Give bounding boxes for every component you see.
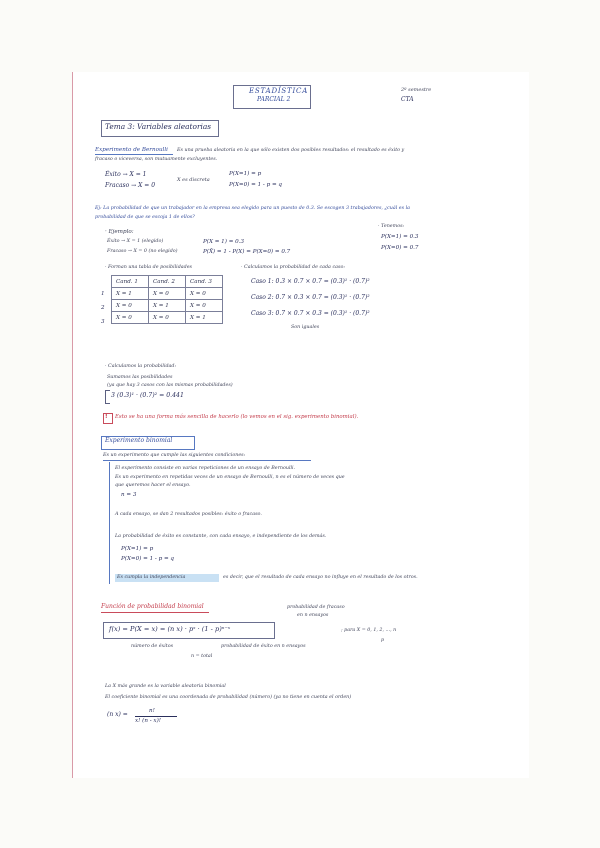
example-question-line2: probabilidad de que se escoja 1 de ellos? <box>95 215 195 220</box>
bernoulli-label: Experimento de Bernoulli <box>95 147 168 153</box>
condition-4-rest: es decir, que el resultado de cada ensayo no influye en el resultado de los otros. <box>223 575 418 580</box>
binomial-rail <box>109 462 110 584</box>
table-header: Cand. 3 <box>186 276 223 288</box>
result-bracket <box>105 390 110 404</box>
ejemplo-p0: P(X̄) = 1 - P(X) = P(X=0) = 0.7 <box>203 249 291 255</box>
tenemos-label: · Tenemos: <box>378 224 405 229</box>
ejemplo-fracaso: Fracaso → X = 0 (no elegido) <box>107 249 178 254</box>
semester-label: 2º semestre <box>401 87 432 93</box>
binomial-intro: Es un experimento que cumple las siguientes condiciones: <box>103 453 246 458</box>
bernoulli-def-line1: Es una prueba aleatoria en la que sólo existen dos posibles resultados: el resultado es éxito y <box>177 148 405 153</box>
warning-icon-mark: ! <box>105 414 108 420</box>
condition-1-n: n = 3 <box>121 492 137 498</box>
funcion-heading: Función de probabilidad binomial <box>101 603 204 610</box>
para-range: ; para X = 0, 1, 2, ..., n <box>341 628 397 633</box>
note-right: probabilidad de éxito en n ensayos <box>221 644 306 649</box>
coef-fraction-bar <box>135 716 177 717</box>
discreta-note: X es discreta <box>177 177 210 183</box>
table-header-row <box>112 276 223 288</box>
table-cell: X = 0 <box>149 312 186 324</box>
sumar-label: Sumamos las posibilidades <box>107 375 173 380</box>
course-label: CTA <box>401 96 414 103</box>
note-top-1: probabilidad de fracaso <box>287 605 345 610</box>
exito-def: Éxito → X = 1 <box>105 171 147 178</box>
table-row <box>112 288 223 300</box>
ejemplo-label: · Ejemplo: <box>105 229 134 235</box>
condition-1-line1: El experimento consiste en varias repeticiones de un ensayo de Bernoulli. <box>115 466 296 471</box>
table-row <box>112 300 223 312</box>
tenemos-p0: P(X=0) = 0.7 <box>381 245 419 251</box>
binomial-intro-underline <box>103 460 311 461</box>
bernoulli-underline <box>95 154 173 155</box>
table-row <box>112 312 223 324</box>
condition-2: A cada ensayo, se dan 2 resultados posibles: éxito o fracaso. <box>115 512 262 517</box>
bullet-2: El coeficiente binomial es una coordenada de probabilidad (número) (ya no tiene en cuenta el orden) <box>105 695 352 700</box>
row-label: 1 <box>101 291 105 297</box>
coef-lhs: (n x) = <box>107 711 128 718</box>
condition-3-p0: P(X=0) = 1 - p = q <box>121 556 175 562</box>
p-exito: P(X=1) = p <box>229 171 262 177</box>
sumar-note: (ya que hay 3 casos con las mismas probabilidades) <box>107 383 233 388</box>
notebook-page <box>72 72 529 778</box>
calc-label: · Calculamos la probabilidad: <box>105 364 177 369</box>
fracaso-def: Fracaso → X = 0 <box>105 182 156 189</box>
possibilities-table <box>111 275 223 324</box>
forman-label: · Forman una tabla de posibilidades <box>105 265 193 270</box>
table-cell: X = 1 <box>186 312 223 324</box>
note-top-2: en n ensayos <box>297 613 329 618</box>
row-label: 3 <box>101 319 105 325</box>
table-header: Cand. 1 <box>112 276 149 288</box>
bullet-1: La X más grande es la variable aleatoria binomial <box>105 684 226 689</box>
table-cell: X = 0 <box>186 288 223 300</box>
funcion-underline <box>101 612 209 613</box>
coef-numerator: n! <box>149 708 155 714</box>
bernoulli-def-line2: fracaso o viceversa, son mutuamente excluyentes. <box>95 157 218 162</box>
table-cell: X = 0 <box>112 312 149 324</box>
caso-2: Caso 2: 0.7 × 0.3 × 0.7 = (0.3)¹ · (0.7)² <box>251 294 370 301</box>
condition-3-line1: La probabilidad de éxito es constante, con cada ensayo, e independiente de los demás. <box>115 534 327 539</box>
note-bottom: n = total <box>191 654 213 659</box>
page-subtitle: PARCIAL 2 <box>257 96 291 103</box>
binomial-formula: f(x) = P(X = x) = (n x) · pˣ · (1 - p)ⁿ⁻ˣ <box>109 625 231 633</box>
table-header: Cand. 2 <box>149 276 186 288</box>
row-label: 2 <box>101 305 105 311</box>
result-value: 3 (0.3)¹ · (0.7)² = 0.441 <box>111 392 184 399</box>
table-cell: X = 1 <box>112 288 149 300</box>
condition-4-highlight: Es cumpla la independencia <box>117 575 186 580</box>
binomial-heading: Experimento binomial <box>105 437 173 444</box>
condition-3-p1: P(X=1) = p <box>121 546 154 552</box>
calculo-label: · Calculamos la probabilidad de cada caso: <box>241 265 345 270</box>
table-cell: X = 0 <box>112 300 149 312</box>
topic-heading: Tema 3: Variables aleatorias <box>105 122 212 131</box>
condition-1-line2: Es un experimento en repetidas veces de un ensayo de Bernoulli, n es el número de veces que <box>115 475 345 480</box>
table-cell: X = 0 <box>149 288 186 300</box>
tenemos-p1: P(X=1) = 0.3 <box>381 234 419 240</box>
table-cell: X = 0 <box>186 300 223 312</box>
page-title: ESTADÍSTICA <box>249 87 309 95</box>
son-iguales-note: Son iguales <box>291 325 320 330</box>
ejemplo-exito: Éxito → X = 1 (elegido) <box>107 239 164 244</box>
caso-1: Caso 1: 0.3 × 0.7 × 0.7 = (0.3)¹ · (0.7)² <box>251 278 370 285</box>
caso-3: Caso 3: 0.7 × 0.7 × 0.3 = (0.3)¹ · (0.7)² <box>251 310 370 317</box>
example-question-line1: Ej: La probabilidad de que un trabajador en la empresa sea elegido para un puesto de 0.3. Se escogen 3 trabajadores, ¿cuál es la <box>95 206 410 211</box>
warning-text: Esto se ha una forma más sencilla de hacerlo (lo vemos en el sig. experimento binomial). <box>115 414 359 420</box>
p-label: p <box>381 638 385 643</box>
table-cell: X = 1 <box>149 300 186 312</box>
note-left: número de éxitos <box>131 644 174 649</box>
p-fracaso: P(X=0) = 1 - p = q <box>229 182 283 188</box>
condition-1-line3: que queremos hacer el ensayo. <box>115 483 191 488</box>
coef-denominator: x! (n - x)! <box>135 718 161 724</box>
ejemplo-p1: P(X = 1) = 0.3 <box>203 239 245 245</box>
